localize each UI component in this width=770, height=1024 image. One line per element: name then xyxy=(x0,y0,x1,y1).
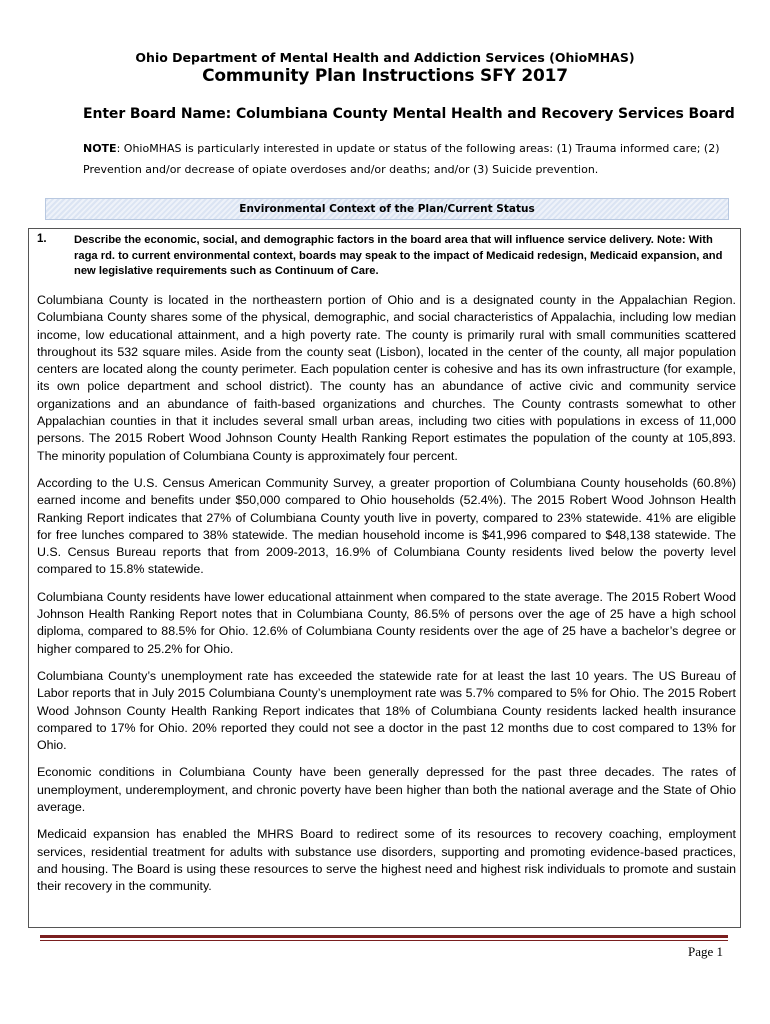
board-name: Enter Board Name: Columbiana County Mental Health and Recovery Services Board xyxy=(83,106,735,122)
paragraph: Columbiana County’s unemployment rate has exceeded the statewide rate for at least the last 10 years. The US Bureau of Labor reports that in July 2015 Columbiana County’s unemployment rate was 5.7% compared to 5% for Ohio. The 2015 Robert Wood Johnson County Health Ranking Report indicates that 18% of Columbiana County residents lacked health insurance compared to 17% for Ohio. 20% reported they could not see a doctor in the past 12 months due to cost compared to 13% for Ohio. xyxy=(37,668,736,753)
paragraph: Medicaid expansion has enabled the MHRS Board to redirect some of its resources to recovery coaching, employment services, residential treatment for adults with substance use disorders, supporting and promoting evidence-based practices, and housing. The Board is using these resources to serve the highest need and highest risk individuals to promote and sustain their recovery in the community. xyxy=(37,827,736,894)
note-text: : OhioMHAS is particularly interested in update or status of the following areas: (1) Trauma informed care; (2) Prevention and/or decrease of opiate overdoses and/or deaths; and/or (3) Suicide prevention. xyxy=(83,142,720,176)
question-text: Describe the economic, social, and demographic factors in the board area that will influence service delivery. Note: With raga rd. to current environmental context, boards may speak to the impact of Medicaid redesign, Medicaid expansion, and new legislative requirements such as Continuum of Care. xyxy=(74,234,723,277)
document-title: Community Plan Instructions SFY 2017 xyxy=(202,66,568,86)
paragraph: According to the U.S. Census American Community Survey, a greater proportion of Columbiana County households (60.8%) earned income and benefits under $50,000 compared to Ohio households (52.4%). The 2015 Robert Wood Johnson Health Ranking Report indicates that 27% of Columbiana County youth live in poverty, compared to 23% statewide. 41% are eligible for free lunches compared to 38% statewide. The median household income is $41,996 compared to $48,138 statewide. The U.S. Census Bureau reports that from 2009-2013, 16.9% of Columbiana County residents lived below the poverty level compared to 15.8% statewide. xyxy=(37,475,736,577)
question-number: 1. xyxy=(37,233,47,245)
page-number: Page 1 xyxy=(687,944,723,959)
agency-name: Ohio Department of Mental Health and Addiction Services (OhioMHAS) xyxy=(135,50,635,65)
paragraph: Economic conditions in Columbiana County have been generally depressed for the past three decades. The rates of unemployment, underemployment, and chronic poverty have been higher than both the national average and the State of Ohio average. xyxy=(37,765,736,815)
response-body xyxy=(37,292,736,906)
note-block xyxy=(83,138,733,180)
footer-rule-thin xyxy=(40,940,728,941)
paragraph: Columbiana County residents have lower educational attainment when compared to the state average. The 2015 Robert Wood Johnson Health Ranking Report notes that in Columbiana County, 86.5% of persons over the age of 25 have a high school diploma, compared to 88.5% for Ohio. 12.6% of Columbiana County residents over the age of 25 have a bachelor’s degree or higher compared to 25.2% for Ohio. xyxy=(37,589,736,656)
section-header: Environmental Context of the Plan/Current Status xyxy=(45,198,729,220)
footer-rule-thick xyxy=(40,935,728,938)
note-label: NOTE xyxy=(83,142,117,155)
paragraph: Columbiana County is located in the northeastern portion of Ohio and is a designated county in the Appalachian Region. Columbiana County shares some of the physical, demographic, and social characteristics of Appalachia, including low median income, low educational attainment, and a high poverty rate. The county is primarily rural with small communities scattered throughout its 532 square miles. Aside from the county seat (Lisbon), located in the center of the county, all major population centers are located along the county perimeter. Each population center is cohesive and has its own infrastructure (for example, its own police department and school district). The county has an abundance of active civic and community service organizations and an abundance of faith-based organizations and churches. The County contrasts somewhat to other Appalachian counties in that it includes several small urban areas, including two cities with populations in excess of 11,000 persons. The 2015 Robert Wood Johnson County Health Ranking Report estimates the population of the county at 105,893. The minority population of Columbiana County is approximately four percent. xyxy=(37,293,736,463)
